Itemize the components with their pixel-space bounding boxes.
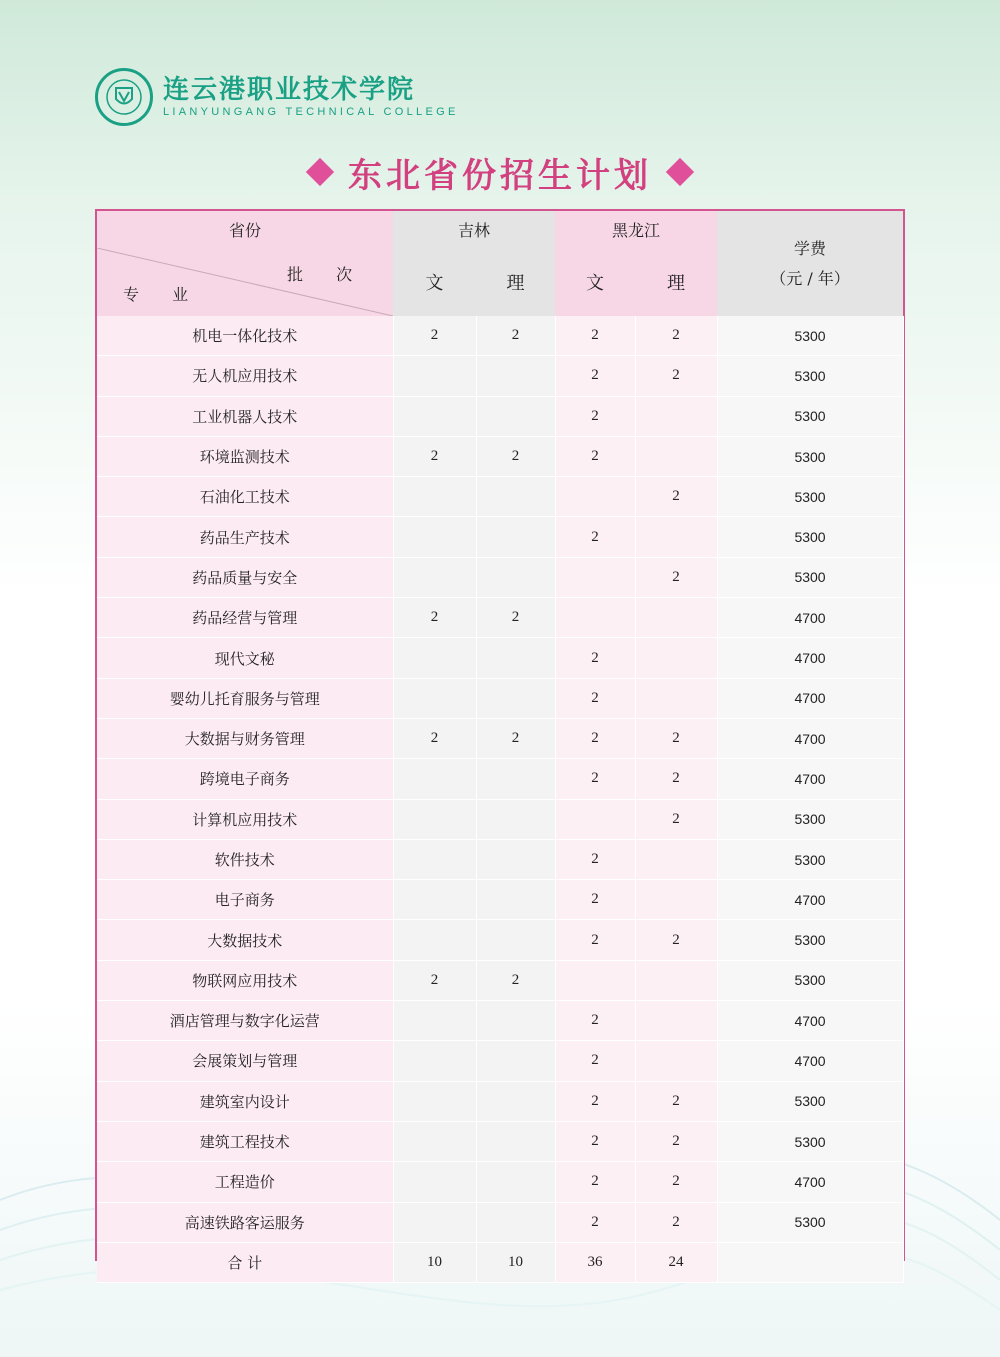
- jilin-wen-cell: 2: [393, 718, 476, 758]
- jilin-li-cell: [476, 920, 555, 960]
- heilongjiang-li-cell: 2: [635, 718, 717, 758]
- heilongjiang-li-cell: [635, 436, 717, 476]
- jilin-li-cell: [476, 799, 555, 839]
- heilongjiang-wen-cell: 2: [555, 1202, 635, 1242]
- heilongjiang-wen-cell: [555, 557, 635, 597]
- major-cell: 会展策划与管理: [97, 1041, 393, 1081]
- jilin-wen-cell: [393, 759, 476, 799]
- table-row: [97, 839, 903, 879]
- diamond-left-icon: [306, 158, 334, 186]
- major-cell: 药品经营与管理: [97, 598, 393, 638]
- college-logo: [95, 66, 459, 128]
- province-heilongjiang-header: 黑龙江: [555, 211, 717, 248]
- table-row: [97, 1081, 903, 1121]
- jilin-li-cell: [476, 880, 555, 920]
- table-row: [97, 920, 903, 960]
- heilongjiang-li-cell: [635, 1041, 717, 1081]
- major-cell: 跨境电子商务: [97, 759, 393, 799]
- jilin-wen-cell: [393, 638, 476, 678]
- heilongjiang-wen-cell: 2: [555, 759, 635, 799]
- jilin-wen-cell: [393, 839, 476, 879]
- fee-cell: 5300: [717, 517, 903, 557]
- jilin-wen-cell: 2: [393, 960, 476, 1000]
- heilongjiang-li-cell: 2: [635, 557, 717, 597]
- table-row: [97, 598, 903, 638]
- heilongjiang-wen-cell: [555, 598, 635, 638]
- fee-cell: 5300: [717, 799, 903, 839]
- major-cell: 药品生产技术: [97, 517, 393, 557]
- heilongjiang-wen-cell: 2: [555, 436, 635, 476]
- table-row: [97, 1001, 903, 1041]
- major-cell: 计算机应用技术: [97, 799, 393, 839]
- heilongjiang-li-cell: 2: [635, 759, 717, 799]
- jilin-li-cell: [476, 517, 555, 557]
- fee-cell: 5300: [717, 356, 903, 396]
- jilin-li-cell: 2: [476, 316, 555, 356]
- table-row: [97, 356, 903, 396]
- table-row: [97, 880, 903, 920]
- heilongjiang-li-cell: 2: [635, 1081, 717, 1121]
- major-cell: 建筑工程技术: [97, 1121, 393, 1161]
- heilongjiang-wen-cell: 2: [555, 1121, 635, 1161]
- jilin-wen-cell: [393, 1121, 476, 1161]
- college-name-cn: 连云港职业技术学院: [163, 75, 416, 105]
- heilongjiang-wen-cell: 2: [555, 880, 635, 920]
- jilin-li-cell: [476, 1121, 555, 1161]
- heilongjiang-wen-cell: 2: [555, 1001, 635, 1041]
- table-row: [97, 678, 903, 718]
- total-heilongjiang-li: 24: [635, 1242, 717, 1282]
- major-cell: 建筑室内设计: [97, 1081, 393, 1121]
- batch-major-header: [97, 248, 393, 316]
- jilin-wen-cell: [393, 356, 476, 396]
- diamond-right-icon: [666, 158, 694, 186]
- table-row: [97, 960, 903, 1000]
- major-cell: 药品质量与安全: [97, 557, 393, 597]
- fee-cell: 4700: [717, 759, 903, 799]
- total-jilin-wen: 10: [393, 1242, 476, 1282]
- heilongjiang-wen-cell: [555, 477, 635, 517]
- fee-cell: 5300: [717, 436, 903, 476]
- heilongjiang-li-cell: 2: [635, 477, 717, 517]
- jilin-li-cell: [476, 396, 555, 436]
- jilin-li-cell: [476, 1081, 555, 1121]
- table-row: [97, 557, 903, 597]
- major-cell: 工程造价: [97, 1162, 393, 1202]
- subject-header: 理: [476, 248, 555, 316]
- heilongjiang-wen-cell: 2: [555, 638, 635, 678]
- jilin-wen-cell: 2: [393, 436, 476, 476]
- major-cell: 电子商务: [97, 880, 393, 920]
- jilin-wen-cell: [393, 799, 476, 839]
- fee-header: [717, 211, 903, 316]
- jilin-wen-cell: [393, 1081, 476, 1121]
- total-row: [97, 1242, 903, 1282]
- heilongjiang-wen-cell: 2: [555, 678, 635, 718]
- fee-cell: 5300: [717, 477, 903, 517]
- heilongjiang-li-cell: [635, 880, 717, 920]
- fee-cell: 5300: [717, 1081, 903, 1121]
- jilin-wen-cell: [393, 1202, 476, 1242]
- major-cell: 机电一体化技术: [97, 316, 393, 356]
- major-label: 专 业: [123, 285, 203, 304]
- fee-cell: 4700: [717, 598, 903, 638]
- fee-cell: 5300: [717, 557, 903, 597]
- jilin-li-cell: [476, 678, 555, 718]
- heilongjiang-li-cell: [635, 517, 717, 557]
- jilin-wen-cell: 2: [393, 316, 476, 356]
- fee-cell: 4700: [717, 1001, 903, 1041]
- batch-label: 批 次: [287, 265, 367, 284]
- table-row: [97, 1041, 903, 1081]
- province-jilin-header: 吉林: [393, 211, 555, 248]
- major-cell: 大数据与财务管理: [97, 718, 393, 758]
- heilongjiang-li-cell: 2: [635, 799, 717, 839]
- total-jilin-li: 10: [476, 1242, 555, 1282]
- heilongjiang-wen-cell: 2: [555, 356, 635, 396]
- table-row: [97, 477, 903, 517]
- jilin-li-cell: [476, 1162, 555, 1202]
- major-cell: 婴幼儿托育服务与管理: [97, 678, 393, 718]
- table-row: [97, 1162, 903, 1202]
- jilin-li-cell: [476, 638, 555, 678]
- heilongjiang-li-cell: 2: [635, 1162, 717, 1202]
- college-name-en: LIANYUNGANG TECHNICAL COLLEGE: [163, 106, 459, 118]
- jilin-li-cell: [476, 477, 555, 517]
- heilongjiang-li-cell: 2: [635, 356, 717, 396]
- major-cell: 无人机应用技术: [97, 356, 393, 396]
- jilin-li-cell: [476, 356, 555, 396]
- major-cell: 高速铁路客运服务: [97, 1202, 393, 1242]
- major-cell: 大数据技术: [97, 920, 393, 960]
- heilongjiang-wen-cell: [555, 960, 635, 1000]
- heilongjiang-wen-cell: 2: [555, 316, 635, 356]
- heilongjiang-wen-cell: [555, 799, 635, 839]
- jilin-wen-cell: [393, 477, 476, 517]
- table-row: [97, 436, 903, 476]
- jilin-wen-cell: [393, 920, 476, 960]
- jilin-li-cell: [476, 1041, 555, 1081]
- jilin-li-cell: 2: [476, 598, 555, 638]
- heilongjiang-wen-cell: 2: [555, 1081, 635, 1121]
- table-row: [97, 718, 903, 758]
- total-fee: [717, 1242, 903, 1282]
- jilin-wen-cell: [393, 517, 476, 557]
- fee-cell: 4700: [717, 1162, 903, 1202]
- heilongjiang-li-cell: [635, 396, 717, 436]
- jilin-wen-cell: [393, 1001, 476, 1041]
- jilin-li-cell: [476, 839, 555, 879]
- fee-cell: 5300: [717, 839, 903, 879]
- jilin-wen-cell: [393, 396, 476, 436]
- college-seal-icon: [95, 68, 153, 126]
- heilongjiang-li-cell: 2: [635, 316, 717, 356]
- jilin-li-cell: [476, 557, 555, 597]
- jilin-wen-cell: [393, 880, 476, 920]
- page-title: 东北省份招生计划: [348, 155, 652, 196]
- fee-cell: 5300: [717, 960, 903, 1000]
- major-cell: 工业机器人技术: [97, 396, 393, 436]
- major-cell: 环境监测技术: [97, 436, 393, 476]
- jilin-li-cell: [476, 1001, 555, 1041]
- heilongjiang-wen-cell: 2: [555, 1162, 635, 1202]
- jilin-wen-cell: [393, 1041, 476, 1081]
- heilongjiang-li-cell: 2: [635, 920, 717, 960]
- fee-cell: 5300: [717, 920, 903, 960]
- jilin-li-cell: [476, 1202, 555, 1242]
- jilin-wen-cell: [393, 557, 476, 597]
- table-row: [97, 316, 903, 356]
- province-header: 省份: [97, 211, 393, 248]
- heilongjiang-li-cell: [635, 678, 717, 718]
- heilongjiang-wen-cell: 2: [555, 920, 635, 960]
- table-row: [97, 396, 903, 436]
- jilin-wen-cell: [393, 678, 476, 718]
- jilin-li-cell: 2: [476, 960, 555, 1000]
- heilongjiang-wen-cell: 2: [555, 1041, 635, 1081]
- table-body: [97, 316, 903, 1283]
- total-heilongjiang-wen: 36: [555, 1242, 635, 1282]
- subject-header: 理: [635, 248, 717, 316]
- heilongjiang-li-cell: 2: [635, 1202, 717, 1242]
- major-cell: 软件技术: [97, 839, 393, 879]
- jilin-wen-cell: [393, 1162, 476, 1202]
- heilongjiang-li-cell: [635, 638, 717, 678]
- jilin-li-cell: [476, 759, 555, 799]
- fee-cell: 5300: [717, 396, 903, 436]
- heilongjiang-wen-cell: 2: [555, 718, 635, 758]
- major-cell: 石油化工技术: [97, 477, 393, 517]
- fee-cell: 5300: [717, 316, 903, 356]
- title-row: [0, 150, 1000, 194]
- fee-cell: 5300: [717, 1202, 903, 1242]
- subject-header: 文: [393, 248, 476, 316]
- major-cell: 酒店管理与数字化运营: [97, 1001, 393, 1041]
- heilongjiang-wen-cell: 2: [555, 839, 635, 879]
- heilongjiang-wen-cell: 2: [555, 517, 635, 557]
- major-cell: 物联网应用技术: [97, 960, 393, 1000]
- table-row: [97, 517, 903, 557]
- major-cell: 现代文秘: [97, 638, 393, 678]
- heilongjiang-li-cell: 2: [635, 1121, 717, 1161]
- fee-cell: 5300: [717, 1121, 903, 1161]
- fee-cell: 4700: [717, 880, 903, 920]
- enrollment-table-container: [95, 209, 905, 1272]
- jilin-li-cell: 2: [476, 718, 555, 758]
- heilongjiang-li-cell: [635, 839, 717, 879]
- table-row: [97, 759, 903, 799]
- heilongjiang-wen-cell: 2: [555, 396, 635, 436]
- jilin-li-cell: 2: [476, 436, 555, 476]
- table-row: [97, 799, 903, 839]
- fee-cell: 4700: [717, 718, 903, 758]
- fee-cell: 4700: [717, 1041, 903, 1081]
- fee-cell: 4700: [717, 638, 903, 678]
- fee-label: 学费: [794, 238, 827, 258]
- fee-unit: （元 / 年）: [770, 268, 850, 288]
- table-row: [97, 638, 903, 678]
- table-row: [97, 1121, 903, 1161]
- jilin-wen-cell: 2: [393, 598, 476, 638]
- total-label: 合 计: [97, 1242, 393, 1282]
- fee-cell: 4700: [717, 678, 903, 718]
- heilongjiang-li-cell: [635, 960, 717, 1000]
- heilongjiang-li-cell: [635, 1001, 717, 1041]
- heilongjiang-li-cell: [635, 598, 717, 638]
- enrollment-table: [97, 211, 904, 1283]
- table-row: [97, 1202, 903, 1242]
- subject-header: 文: [555, 248, 635, 316]
